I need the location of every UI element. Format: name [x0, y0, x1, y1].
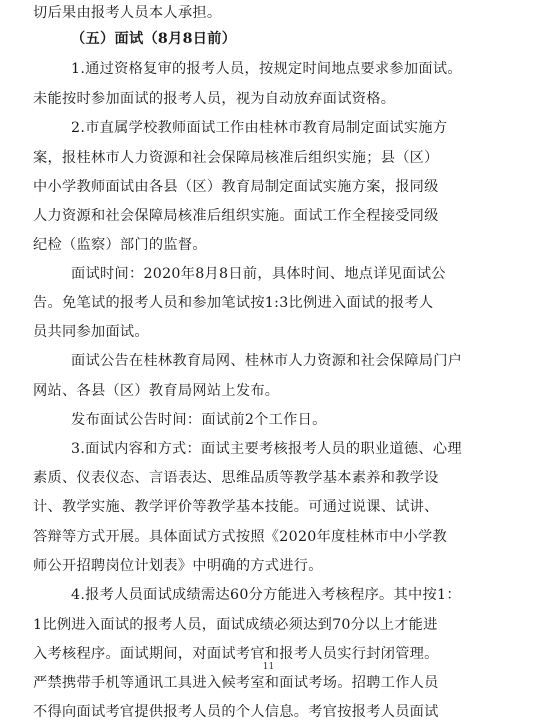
text-line: 1比例进入面试的报考人员，面试成绩必须达到70分以上才能进: [33, 617, 438, 633]
text-line: 员共同参加面试。: [33, 324, 149, 340]
text-line: 切后果由报考人员本人承担。: [33, 5, 222, 21]
text-line: 案，报桂林市人力资源和社会保障局核准后组织实施；县（区）: [33, 150, 439, 166]
text-line: 不得向面试考官提供报考人员的个人信息。考官按报考人员面试: [33, 704, 439, 720]
text-line: 入考核程序。面试期间，对面试考官和报考人员实行封闭管理。: [33, 646, 439, 662]
text-line: 4.报考人员面试成绩需达60分方能进入考核程序。其中按1：: [71, 587, 461, 603]
text-line: 未能按时参加面试的报考人员，视为自动放弃面试资格。: [33, 91, 396, 107]
text-line: 师公开招聘岗位计划表》中明确的方式进行。: [33, 558, 323, 574]
section-heading: （五）面试（8月8日前）: [71, 31, 237, 47]
text-line: 发布面试公告时间：面试前2个工作日。: [71, 412, 327, 428]
text-line: 告。免笔试的报考人员和参加笔试按1:3比例进入面试的报考人: [33, 295, 434, 311]
text-line: 网站、各县（区）教育局网站上发布。: [33, 383, 280, 399]
text-line: 3.面试内容和方式：面试主要考核报考人员的职业道德、心理: [71, 441, 462, 457]
text-line: 严禁携带手机等通讯工具进入候考室和面试考场。招聘工作人员: [33, 675, 439, 691]
text-line: 人力资源和社会保障局核准后组织实施。面试工作全程接受同级: [33, 208, 439, 224]
text-line: 1.通过资格复审的报考人员，按规定时间地点要求参加面试。: [71, 61, 462, 77]
page-number: 11: [262, 662, 275, 672]
text-line: 答辩等方式开展。具体面试方式按照《2020年度桂林市中小学教: [33, 529, 447, 545]
text-line: 面试时间：2020年8月8日前，具体时间、地点详见面试公: [71, 266, 446, 282]
text-line: 面试公告在桂林教育局网、桂林市人力资源和社会保障局门户: [71, 353, 463, 369]
text-line: 中小学教师面试由各县（区）教育局制定面试实施方案，报同级: [33, 179, 439, 195]
text-line: 素质、仪表仪态、言语表达、思维品质等教学基本素养和教学设: [33, 470, 439, 486]
text-line: 纪检（监察）部门的监督。: [33, 237, 207, 253]
text-line: 计、教学实施、教学评价等教学基本技能。可通过说课、试讲、: [33, 499, 439, 515]
text-line: 2.市直属学校教师面试工作由桂林市教育局制定面试实施方: [71, 120, 448, 136]
